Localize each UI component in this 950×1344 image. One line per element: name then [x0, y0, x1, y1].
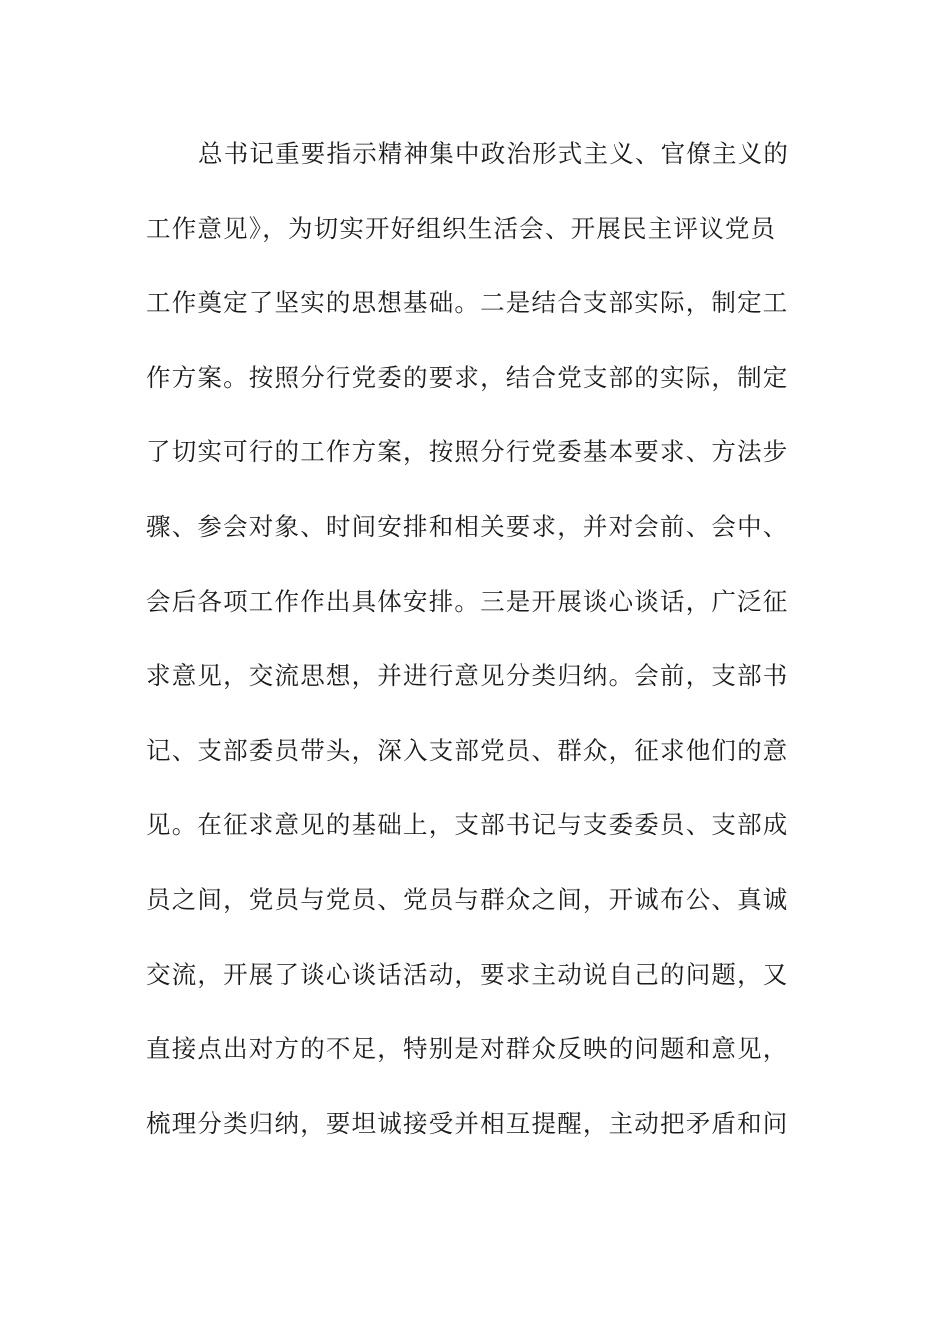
- text-line: 工作奠定了坚实的思想基础。二是结合支部实际，制定工: [146, 288, 789, 318]
- text-line: 总书记重要指示精神集中政治形式主义、官僚主义的: [198, 139, 790, 168]
- text-line: 交流，开展了谈心谈话活动，要求主动说自己的问题，又: [146, 959, 789, 989]
- text-line: 直接点出对方的不足，特别是对群众反映的问题和意见，: [146, 1034, 789, 1064]
- body-text: [146, 128, 790, 1172]
- text-line: 员之间，党员与党员、党员与群众之间，开诚布公、真诚: [146, 884, 789, 914]
- text-line: 了切实可行的工作方案，按照分行党委基本要求、方法步: [146, 437, 789, 467]
- text-line: 工作意见》，为切实开好组织生活会、开展民主评议党员: [146, 213, 777, 243]
- text-line: 骤、参会对象、时间安排和相关要求，并对会前、会中、: [146, 511, 789, 541]
- text-line: 求意见，交流思想，并进行意见分类归纳。会前，支部书: [146, 661, 789, 691]
- text-line: 梳理分类归纳，要坦诚接受并相互提醒，主动把矛盾和问: [146, 1108, 789, 1138]
- text-line: 记、支部委员带头，深入支部党员、群众，征求他们的意: [146, 735, 789, 765]
- text-line: 会后各项工作作出具体安排。三是开展谈心谈话，广泛征: [146, 586, 789, 616]
- text-line: 见。在征求意见的基础上，支部书记与支委委员、支部成: [146, 810, 789, 840]
- text-line: 作方案。按照分行党委的要求，结合党支部的实际，制定: [146, 362, 789, 392]
